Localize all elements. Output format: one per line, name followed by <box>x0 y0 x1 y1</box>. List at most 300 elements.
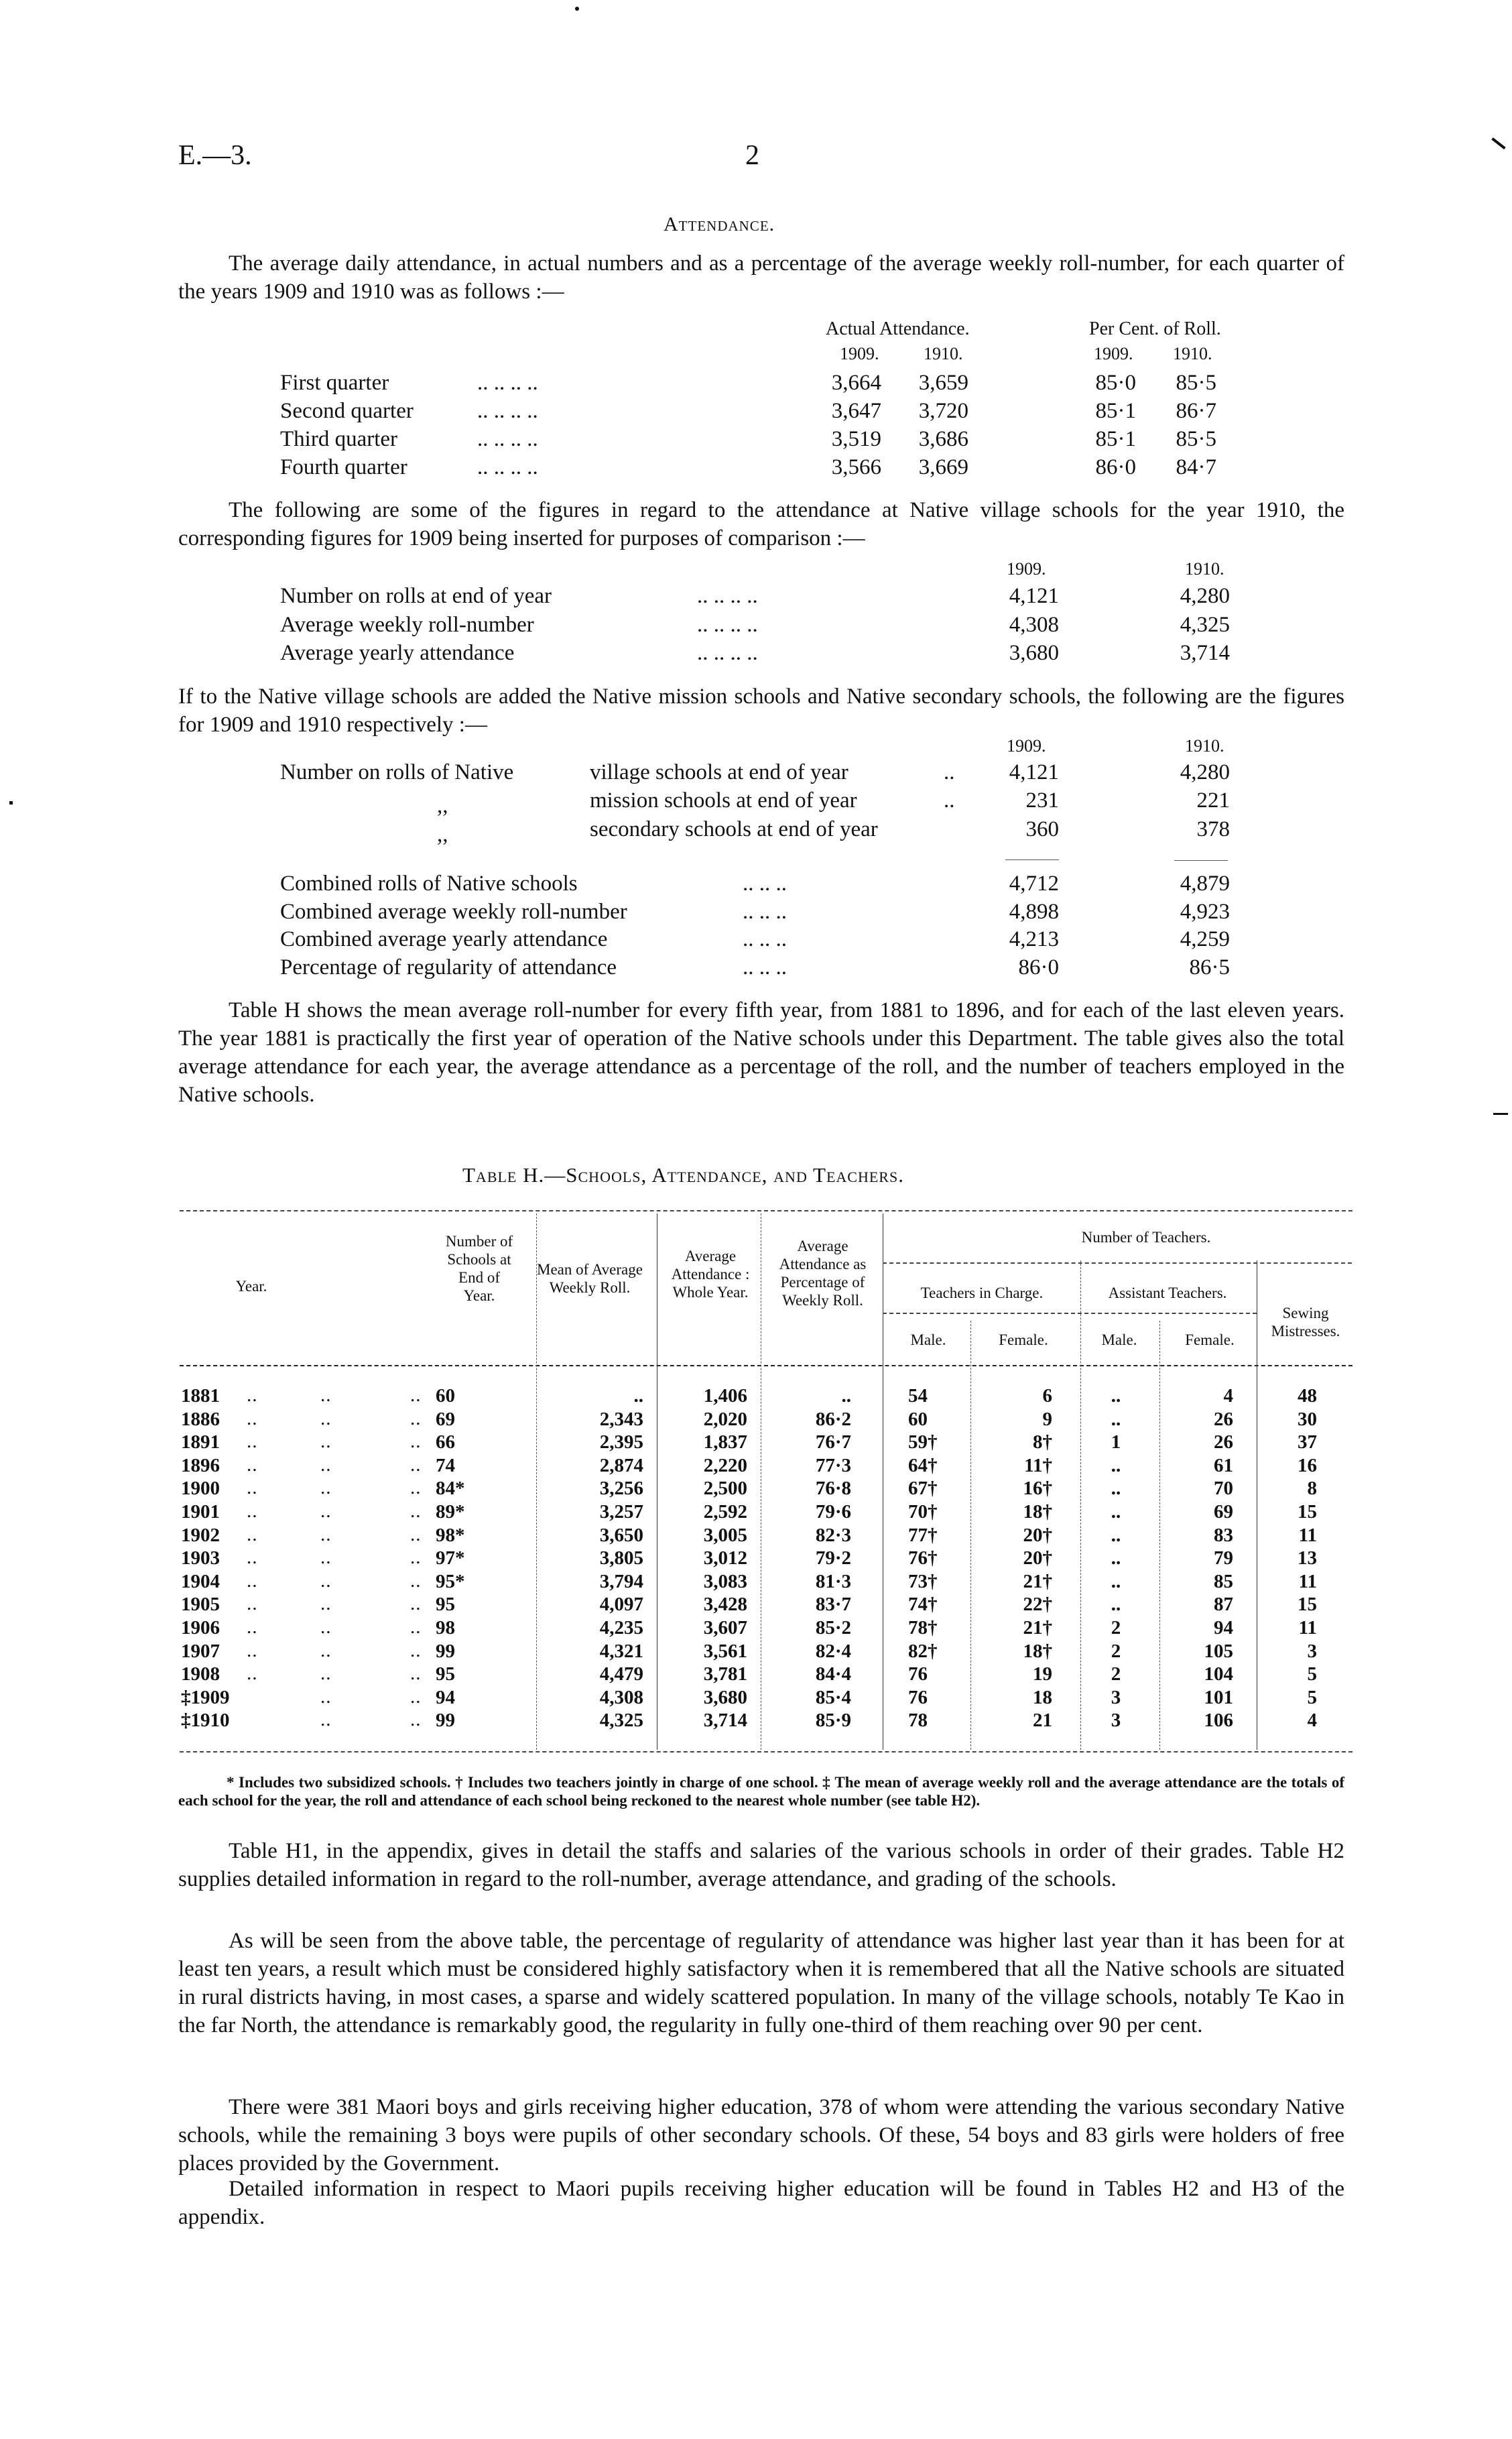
header-sewing-mistresses: Sewing Mistresses. <box>1271 1305 1340 1340</box>
cell-attendance: 3,607 <box>703 1617 747 1639</box>
cell-sewing-mistresses: 13 <box>1298 1547 1317 1569</box>
cell-sewing-mistresses: 8 <box>1307 1478 1317 1499</box>
cell-mean-roll: 3,257 <box>599 1501 643 1523</box>
cell-mean-roll: 3,256 <box>599 1478 643 1499</box>
cell-assistant-male: 2 <box>1111 1641 1121 1662</box>
leader-dots: .. <box>247 1500 258 1522</box>
leader-dots: .. <box>320 1477 332 1498</box>
cell-year: ‡1910 <box>181 1710 230 1731</box>
cell-year: 1881 <box>181 1385 220 1407</box>
cell-attendance: 2,020 <box>703 1409 747 1430</box>
cell-assistant-female: 104 <box>1204 1663 1233 1685</box>
cell-in-charge-female: 21† <box>1023 1617 1052 1639</box>
cell-percentage: .. <box>841 1385 851 1407</box>
leader-dots: .. <box>410 1570 422 1592</box>
row-label: Combined rolls of Native schools <box>280 872 578 896</box>
year-header: 1910. <box>1173 344 1212 363</box>
cell-in-charge-female: 20† <box>1023 1525 1052 1546</box>
cell-year: 1903 <box>181 1547 220 1569</box>
percent-1909: 85·1 <box>1095 399 1136 423</box>
cell-mean-roll: 4,325 <box>599 1710 643 1731</box>
cell-assistant-male: 2 <box>1111 1663 1121 1685</box>
table-title: Table H.—Schools, Attendance, and Teachers. <box>462 1163 904 1187</box>
leader-dots: .. <box>320 1663 332 1684</box>
leader-dots: .. <box>410 1663 422 1684</box>
percent-1910: 84·7 <box>1176 455 1216 479</box>
year-header: 1909. <box>1007 736 1046 756</box>
year-header: 1909. <box>1094 344 1133 363</box>
group-header-actual-attendance: Actual Attendance. <box>826 318 970 339</box>
cell-percentage: 84·4 <box>815 1663 851 1685</box>
row-label: First quarter <box>280 371 389 395</box>
cell-sewing-mistresses: 11 <box>1298 1571 1317 1592</box>
cell-mean-roll: 3,650 <box>599 1525 643 1546</box>
cell-assistant-male: .. <box>1111 1525 1121 1546</box>
leader-dots: .. <box>247 1454 258 1476</box>
leader-dots: .. <box>247 1616 258 1638</box>
table-top-rule <box>180 1210 1352 1211</box>
row-label: secondary schools at end of year <box>590 817 878 841</box>
scan-mark <box>1491 137 1505 150</box>
cell-year: 1902 <box>181 1525 220 1546</box>
cell-schools: 69 <box>436 1409 455 1430</box>
value-1909: 4,121 <box>1009 760 1059 784</box>
percent-1909: 85·1 <box>1095 427 1136 451</box>
cell-in-charge-female: 18 <box>1033 1687 1052 1708</box>
paragraph-text: There were 381 Maori boys and girls receiving higher education, 378 of whom were attending the various secondary Native schools, while the remaining 3 boys were pupils of other secondary schools. Of these, 54 boys and 83 girls were holders of free places provided by the Government. <box>178 2095 1344 2176</box>
leader-dots: .. <box>410 1709 422 1730</box>
paragraph-quarterly-attendance <box>178 249 1344 306</box>
cell-attendance: 3,561 <box>703 1641 747 1662</box>
leader-dots: .. <box>410 1500 422 1522</box>
leader-dots: .. <box>410 1524 422 1545</box>
leader-dots: .. <box>247 1593 258 1614</box>
header-teachers-in-charge: Teachers in Charge. <box>920 1285 1044 1301</box>
leader-dots: .. <box>320 1500 332 1522</box>
cell-sewing-mistresses: 11 <box>1298 1525 1317 1546</box>
cell-schools: 84* <box>436 1478 465 1499</box>
cell-year: 1908 <box>181 1663 220 1685</box>
cell-attendance: 3,714 <box>703 1710 747 1731</box>
cell-in-charge-male: 76 <box>908 1663 928 1685</box>
cell-assistant-male: 3 <box>1111 1710 1121 1731</box>
leader-dots: .. <box>320 1686 332 1708</box>
subheader-rule <box>883 1313 1257 1314</box>
value-1909: 3,680 <box>1009 641 1059 665</box>
row-label: village schools at end of year <box>590 760 848 784</box>
leader-dots: .. <box>410 1547 422 1568</box>
cell-schools: 89* <box>436 1501 465 1523</box>
leader-dots: .. <box>410 1384 422 1406</box>
value-1909: 360 <box>1025 817 1059 841</box>
cell-mean-roll: 3,794 <box>599 1571 643 1592</box>
cell-assistant-male: .. <box>1111 1478 1121 1499</box>
cell-mean-roll: 2,874 <box>599 1455 643 1476</box>
leader-dots: .. <box>247 1431 258 1452</box>
column-divider <box>970 1321 971 1750</box>
paragraph-detailed-information <box>178 2175 1344 2231</box>
cell-in-charge-male: 54 <box>908 1385 928 1407</box>
column-divider <box>1080 1260 1081 1750</box>
header-ic-male: Male. <box>910 1331 946 1348</box>
cell-in-charge-male: 60 <box>908 1409 928 1430</box>
value-1909: 4,898 <box>1009 900 1059 924</box>
cell-assistant-female: 79 <box>1214 1547 1233 1569</box>
cell-percentage: 85·4 <box>815 1687 851 1708</box>
leader-dots: .. .. .. .. <box>697 613 758 637</box>
cell-percentage: 85·2 <box>815 1617 851 1639</box>
header-mean-weekly-roll: Mean of Average Weekly Roll. <box>537 1261 643 1296</box>
cell-assistant-female: 26 <box>1214 1409 1233 1430</box>
cell-in-charge-female: 8† <box>1033 1431 1052 1453</box>
cell-in-charge-female: 11† <box>1024 1455 1052 1476</box>
leader-dots: .. <box>410 1454 422 1476</box>
cell-mean-roll: 4,479 <box>599 1663 643 1685</box>
cell-year: 1906 <box>181 1617 220 1639</box>
cell-year: 1901 <box>181 1501 220 1523</box>
cell-assistant-male: .. <box>1111 1571 1121 1592</box>
cell-schools: 95 <box>436 1663 455 1685</box>
header-bottom-rule <box>180 1365 1352 1366</box>
percent-1910: 85·5 <box>1176 427 1216 451</box>
cell-in-charge-male: 67† <box>908 1478 938 1499</box>
attendance-1909: 3,664 <box>831 371 881 395</box>
leader-dots: .. <box>247 1384 258 1406</box>
cell-in-charge-female: 22† <box>1023 1594 1052 1615</box>
cell-assistant-male: .. <box>1111 1409 1121 1430</box>
cell-schools: 95* <box>436 1571 465 1592</box>
cell-in-charge-male: 59† <box>908 1431 938 1453</box>
row-label: Fourth quarter <box>280 455 407 479</box>
cell-sewing-mistresses: 5 <box>1307 1663 1317 1685</box>
leader-dots: .. <box>410 1616 422 1638</box>
leader-dots: .. <box>410 1477 422 1498</box>
value-1909: 86·0 <box>1018 955 1059 979</box>
leader-dots: .. <box>247 1524 258 1545</box>
leader-dots: .. <box>247 1408 258 1429</box>
leader-dots: .. <box>320 1593 332 1614</box>
cell-assistant-male: .. <box>1111 1455 1121 1476</box>
cell-assistant-female: 70 <box>1214 1478 1233 1499</box>
column-divider <box>1159 1321 1160 1750</box>
paragraph-table-h-intro <box>178 996 1344 1109</box>
cell-in-charge-female: 20† <box>1023 1547 1052 1569</box>
year-header: 1909. <box>1007 559 1046 579</box>
sum-rule <box>1005 859 1059 860</box>
cell-in-charge-male: 82† <box>908 1641 938 1662</box>
leader-dots: .. .. .. <box>743 927 787 951</box>
leader-dots: .. .. .. .. <box>697 641 758 665</box>
paragraph-text: Detailed information in respect to Maori pupils receiving higher education will be found in Tables H2 and H3 of the appendix. <box>178 2177 1344 2229</box>
cell-year: 1907 <box>181 1641 220 1662</box>
leader-dots: .. <box>247 1663 258 1684</box>
cell-mean-roll: 3,805 <box>599 1547 643 1569</box>
cell-mean-roll: 4,235 <box>599 1617 643 1639</box>
cell-assistant-male: .. <box>1111 1594 1121 1615</box>
leader-dots: .. <box>320 1640 332 1661</box>
cell-sewing-mistresses: 37 <box>1298 1431 1317 1453</box>
header-ic-female: Female. <box>999 1331 1048 1348</box>
value-1910: 378 <box>1196 817 1230 841</box>
row-label: mission schools at end of year <box>590 788 857 813</box>
cell-percentage: 83·7 <box>815 1594 851 1615</box>
leader-dots: .. .. .. .. <box>697 584 758 608</box>
attendance-1909: 3,566 <box>831 455 881 479</box>
year-header: 1910. <box>924 344 963 363</box>
scan-mark <box>1493 1113 1508 1115</box>
row-label: Third quarter <box>280 427 398 451</box>
value-1910: 4,325 <box>1180 613 1230 637</box>
cell-mean-roll: 4,097 <box>599 1594 643 1615</box>
cell-assistant-female: 26 <box>1214 1431 1233 1453</box>
cell-percentage: 82·3 <box>815 1525 851 1546</box>
header-as-male: Male. <box>1101 1331 1137 1348</box>
paragraph-combined-schools <box>178 682 1344 739</box>
row-label: Combined average weekly roll-number <box>280 900 627 924</box>
cell-schools: 99 <box>436 1710 455 1731</box>
cell-in-charge-male: 74† <box>908 1594 938 1615</box>
cell-schools: 94 <box>436 1687 455 1708</box>
cell-attendance: 2,592 <box>703 1501 747 1523</box>
cell-attendance: 2,500 <box>703 1478 747 1499</box>
attendance-1910: 3,686 <box>918 427 968 451</box>
leader-dots: .. <box>320 1431 332 1452</box>
leader-dots: .. <box>320 1570 332 1592</box>
value-1909: 4,308 <box>1009 613 1059 637</box>
cell-attendance: 3,012 <box>703 1547 747 1569</box>
cell-percentage: 77·3 <box>815 1455 851 1476</box>
row-label: Number on rolls at end of year <box>280 584 552 608</box>
attendance-1909: 3,519 <box>831 427 881 451</box>
cell-percentage: 76·8 <box>815 1478 851 1499</box>
cell-mean-roll: .. <box>633 1385 643 1407</box>
paragraph-appendix-tables <box>178 1837 1344 1893</box>
leader-dots: .. <box>247 1640 258 1661</box>
leader-dots: .. .. .. .. <box>477 371 538 395</box>
cell-year: ‡1909 <box>181 1687 230 1708</box>
cell-schools: 60 <box>436 1385 455 1407</box>
cell-sewing-mistresses: 4 <box>1307 1710 1317 1731</box>
cell-attendance: 3,781 <box>703 1663 747 1685</box>
cell-schools: 99 <box>436 1641 455 1662</box>
cell-percentage: 79·2 <box>815 1547 851 1569</box>
cell-schools: 98* <box>436 1525 465 1546</box>
leader-dots: .. <box>247 1477 258 1498</box>
percent-1909: 86·0 <box>1095 455 1136 479</box>
paragraph-village-schools <box>178 496 1344 552</box>
cell-in-charge-male: 70† <box>908 1501 938 1523</box>
cell-percentage: 86·2 <box>815 1409 851 1430</box>
header-year: Year. <box>235 1278 267 1295</box>
leader-dots: .. <box>410 1686 422 1708</box>
attendance-1910: 3,720 <box>918 399 968 423</box>
row-label: Second quarter <box>280 399 414 423</box>
row-label: Combined average yearly attendance <box>280 927 608 951</box>
percent-1910: 85·5 <box>1176 371 1216 395</box>
value-1909: 4,121 <box>1009 584 1059 608</box>
sum-rule <box>1174 860 1228 861</box>
leader-dots: .. <box>410 1640 422 1661</box>
row-label: Percentage of regularity of attendance <box>280 955 617 979</box>
cell-mean-roll: 4,308 <box>599 1687 643 1708</box>
cell-attendance: 3,428 <box>703 1594 747 1615</box>
cell-attendance: 3,083 <box>703 1571 747 1592</box>
row-label: Average yearly attendance <box>280 641 515 665</box>
paragraph-text: If to the Native village schools are added the Native mission schools and Native secondary schools, the following are the figures for 1909 and 1910 respectively :— <box>178 685 1344 737</box>
percent-1910: 86·7 <box>1176 399 1216 423</box>
cell-assistant-female: 85 <box>1214 1571 1233 1592</box>
header-as-female: Female. <box>1185 1331 1235 1348</box>
paragraph-higher-education <box>178 2093 1344 2178</box>
cell-assistant-female: 101 <box>1204 1687 1233 1708</box>
table-footnotes: * Includes two subsidized schools. † Includes two teachers jointly in charge of one school. ‡ The mean of average weekly roll and the average attendance are the totals of each school for the year, the roll and attendance of each school being reckoned to the nearest whole number (see table H2). <box>178 1774 1344 1809</box>
value-1910: 4,923 <box>1180 900 1230 924</box>
header-number-of-schools: Number of Schools at End of Year. <box>445 1233 513 1304</box>
cell-assistant-female: 94 <box>1214 1617 1233 1639</box>
value-1910: 3,714 <box>1180 641 1230 665</box>
percent-1909: 85·0 <box>1095 371 1136 395</box>
cell-in-charge-male: 64† <box>908 1455 938 1476</box>
cell-attendance: 3,680 <box>703 1687 747 1708</box>
cell-sewing-mistresses: 48 <box>1298 1385 1317 1407</box>
paragraph-text: As will be seen from the above table, the percentage of regularity of attendance was higher last year than it has been for at least ten years, a result which must be considered highly satisfactory when it is remembered that all the Native schools are situated in rural districts having, in most cases, a sparse and widely scattered population. In many of the village schools, notably Te Kao in the far North, the attendance is remarkably good, the regularity in fully one-third of them reaching over 90 per cent. <box>178 1929 1344 2037</box>
value-1910: 86·5 <box>1189 955 1230 979</box>
value-1910: 4,259 <box>1180 927 1230 951</box>
leader-dots: .. .. .. <box>743 872 787 896</box>
ditto-mark: ,, <box>437 823 448 847</box>
cell-in-charge-female: 19 <box>1033 1663 1052 1685</box>
cell-assistant-male: .. <box>1111 1547 1121 1569</box>
value-1909: 231 <box>1025 788 1059 813</box>
row-label: Average weekly roll-number <box>280 613 534 637</box>
cell-year: 1886 <box>181 1409 220 1430</box>
cell-sewing-mistresses: 16 <box>1298 1455 1317 1476</box>
cell-in-charge-female: 18† <box>1023 1501 1052 1523</box>
leader-dots: .. .. .. <box>743 900 787 924</box>
cell-in-charge-female: 21† <box>1023 1571 1052 1592</box>
attendance-1909: 3,647 <box>831 399 881 423</box>
cell-sewing-mistresses: 30 <box>1298 1409 1317 1430</box>
cell-schools: 95 <box>436 1594 455 1615</box>
cell-year: 1905 <box>181 1594 220 1615</box>
header-assistant-teachers: Assistant Teachers. <box>1108 1285 1227 1301</box>
cell-assistant-male: 3 <box>1111 1687 1121 1708</box>
cell-attendance: 2,220 <box>703 1455 747 1476</box>
value-1910: 4,280 <box>1180 760 1230 784</box>
leader-dots: .. <box>320 1384 332 1406</box>
header-number-of-teachers: Number of Teachers. <box>1081 1229 1211 1246</box>
section-title: Attendance. <box>664 213 775 235</box>
cell-assistant-female: 69 <box>1214 1501 1233 1523</box>
row-prefix: Number on rolls of Native <box>280 760 514 784</box>
leader-dots: .. <box>410 1593 422 1614</box>
page-number: 2 <box>745 140 759 171</box>
leader-dots: .. <box>320 1709 332 1730</box>
value-1910: 4,280 <box>1180 584 1230 608</box>
cell-schools: 74 <box>436 1455 455 1476</box>
ditto-mark: ,, <box>437 794 448 818</box>
cell-in-charge-male: 77† <box>908 1525 938 1546</box>
cell-percentage: 82·4 <box>815 1641 851 1662</box>
leader-dots: .. <box>320 1547 332 1568</box>
cell-percentage: 76·7 <box>815 1431 851 1453</box>
leader-dots: .. <box>410 1431 422 1452</box>
table-bottom-rule <box>180 1751 1352 1752</box>
cell-assistant-female: 87 <box>1214 1594 1233 1615</box>
value-1910: 4,879 <box>1180 872 1230 896</box>
cell-mean-roll: 4,321 <box>599 1641 643 1662</box>
cell-assistant-male: .. <box>1111 1501 1121 1523</box>
leader-dots: .. <box>410 1408 422 1429</box>
cell-attendance: 3,005 <box>703 1525 747 1546</box>
cell-year: 1900 <box>181 1478 220 1499</box>
value-1909: 4,213 <box>1009 927 1059 951</box>
leader-dots: .. <box>320 1454 332 1476</box>
paragraph-text: The following are some of the figures in regard to the attendance at Native village schools for the year 1910, the corresponding figures for 1909 being inserted for purposes of comparison :— <box>178 498 1344 550</box>
cell-percentage: 85·9 <box>815 1710 851 1731</box>
cell-year: 1904 <box>181 1571 220 1592</box>
cell-mean-roll: 2,395 <box>599 1431 643 1453</box>
cell-sewing-mistresses: 3 <box>1307 1641 1317 1662</box>
cell-assistant-female: 4 <box>1223 1385 1233 1407</box>
cell-attendance: 1,837 <box>703 1431 747 1453</box>
cell-in-charge-male: 73† <box>908 1571 938 1592</box>
cell-mean-roll: 2,343 <box>599 1409 643 1430</box>
cell-assistant-female: 106 <box>1204 1710 1233 1731</box>
leader-dots: .. .. .. .. <box>477 399 538 423</box>
cell-assistant-male: 2 <box>1111 1617 1121 1639</box>
value-1909: 4,712 <box>1009 872 1059 896</box>
leader-dots: .. <box>247 1570 258 1592</box>
year-header: 1910. <box>1185 736 1224 756</box>
attendance-1910: 3,669 <box>918 455 968 479</box>
leader-dots: .. .. .. .. <box>477 427 538 451</box>
cell-in-charge-female: 6 <box>1042 1385 1052 1407</box>
leader-dots: .. <box>320 1616 332 1638</box>
cell-attendance: 1,406 <box>703 1385 747 1407</box>
cell-year: 1891 <box>181 1431 220 1453</box>
header-average-attendance: Average Attendance : Whole Year. <box>671 1248 750 1301</box>
cell-in-charge-male: 78 <box>908 1710 928 1731</box>
leader-dots: .. <box>944 788 955 813</box>
cell-sewing-mistresses: 15 <box>1298 1594 1317 1615</box>
cell-assistant-female: 61 <box>1214 1455 1233 1476</box>
cell-schools: 98 <box>436 1617 455 1639</box>
cell-in-charge-female: 16† <box>1023 1478 1052 1499</box>
cell-assistant-male: .. <box>1111 1385 1121 1407</box>
cell-assistant-female: 105 <box>1204 1641 1233 1662</box>
paragraph-text: The average daily attendance, in actual numbers and as a percentage of the average weekly roll-number, for each quarter of the years 1909 and 1910 was as follows :— <box>178 251 1344 304</box>
cell-in-charge-female: 21 <box>1033 1710 1052 1731</box>
value-1910: 221 <box>1196 788 1230 813</box>
cell-sewing-mistresses: 5 <box>1307 1687 1317 1708</box>
cell-assistant-female: 83 <box>1214 1525 1233 1546</box>
leader-dots: .. .. .. .. <box>477 455 538 479</box>
cell-assistant-male: 1 <box>1111 1431 1121 1453</box>
paragraph-regularity <box>178 1927 1344 2039</box>
cell-in-charge-male: 76 <box>908 1687 928 1708</box>
paragraph-text: Table H1, in the appendix, gives in detail the staffs and salaries of the various schools in order of their grades. Table H2 supplies detailed information in regard to the roll-number, average attendance, and grading of the schools. <box>178 1839 1344 1891</box>
year-header: 1910. <box>1185 559 1224 579</box>
group-header-percent-of-roll: Per Cent. of Roll. <box>1089 318 1221 339</box>
paragraph-text: Table H shows the mean average roll-number for every fifth year, from 1881 to 1896, and for each of the last eleven years. The year 1881 is practically the first year of operation of the Native schools under this Department. The table gives also the total average attendance for each year, the average attendance as a percentage of the roll, and the number of teachers employed in the Native schools. <box>178 998 1344 1107</box>
scan-speck <box>9 801 13 805</box>
attendance-1910: 3,659 <box>918 371 968 395</box>
subheader-rule <box>883 1262 1352 1264</box>
leader-dots: .. <box>320 1524 332 1545</box>
cell-percentage: 81·3 <box>815 1571 851 1592</box>
leader-dots: .. .. .. <box>743 955 787 979</box>
